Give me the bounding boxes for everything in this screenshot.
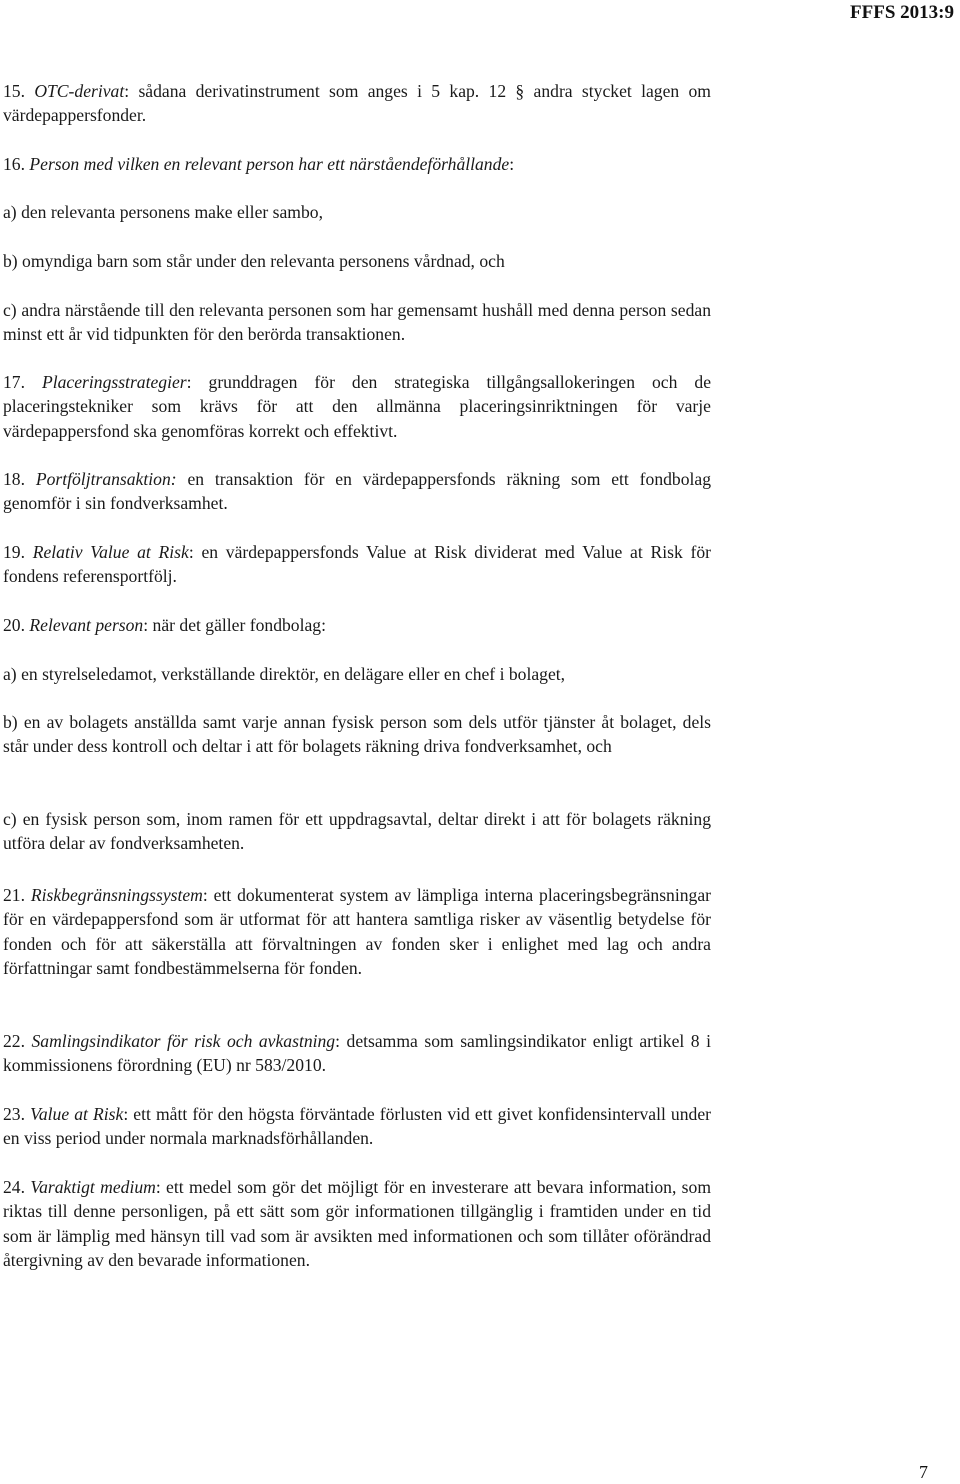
definition-22: 22. Samlingsindikator för risk och avkastning: detsamma som samlingsindikator enligt artikel 8 i kommissionens förordning (EU) nr 583/2010. xyxy=(3,1031,711,1076)
definition-20-item-a: a) en styrelseledamot, verkställande direktör, en delägare eller en chef i bolaget, xyxy=(3,664,566,684)
item-number: 18. xyxy=(3,469,36,489)
definition-20: 20. Relevant person: när det gäller fondbolag: xyxy=(3,615,326,635)
defined-term: Riskbegränsningssystem xyxy=(30,885,203,905)
definition-text: grunddragen för den strategiska tillgångsallokeringen och de placeringstekniker som krävs för att den allmänna placeringsinriktningen för varje värdepappersfond ska genomföras korrekt och effektivt. xyxy=(3,372,711,441)
defined-term: Relevant person xyxy=(29,615,144,635)
item-number: 24. xyxy=(3,1177,31,1197)
definition-20-item-b: b) en av bolagets anställda samt varje annan fysisk person som dels utför tjänster åt bolaget, dels står under dess kontroll och deltar i att för bolagets räkning driva fondverksamhet, och xyxy=(3,712,711,757)
definition-text: sådana derivatinstrument som anges i 5 kap. 12 § andra stycket lagen om värdepappersfonder. xyxy=(3,81,711,126)
document-header: FFFS 2013:9 xyxy=(850,2,954,23)
definition-21: 21. Riskbegränsningssystem: ett dokumenterat system av lämpliga interna placeringsbegränsningar för en värdepappersfond som är utformat för att hantera samtliga risker av väsentlig betydelse för fonden och för att säkerställa att förvaltningen av fonden sker i enlighet med lag och andra författningar samt fondbestämmelserna för fonden. xyxy=(3,885,711,979)
definition-text: en transaktion för en värdepappersfonds räkning som ett fondbolag genomför i sin fondverksamhet. xyxy=(3,469,712,514)
definition-19: 19. Relativ Value at Risk: en värdepappersfonds Value at Risk dividerat med Value at Risk för fondens referensportfölj. xyxy=(3,542,712,587)
item-number: 21. xyxy=(3,885,31,905)
defined-term: OTC-derivat xyxy=(34,81,125,101)
definition-18 xyxy=(3,467,711,516)
definition-text: detsamma som samlingsindikator enligt artikel 8 i kommissionens förordning (EU) nr 583/2010. xyxy=(3,1031,711,1076)
defined-term: Person med vilken en relevant person har ett närståendeförhållande xyxy=(29,154,510,174)
definition-16-item-c: c) andra närstående till den relevanta personen som har gemensamt hushåll med denna person sedan minst ett år vid tidpunkten för den berörda transaktionen. xyxy=(3,300,711,345)
definition-text: ett dokumenterat system av lämpliga interna placeringsbegränsningar för en värdepappersfond som är utformat för att hantera samtliga risker av väsentlig betydelse för fonden och för att säkerställa att förvaltningen av fonden sker i enlighet med lag och andra författningar samt fondbestämmelserna för fonden. xyxy=(3,885,711,979)
definition-text: ett mått för den högsta förväntade förlusten vid ett givet konfidensintervall under en viss period under normala marknadsförhållanden. xyxy=(3,1104,711,1149)
definition-text: en värdepappersfonds Value at Risk dividerat med Value at Risk för fondens referensportfölj. xyxy=(3,542,712,587)
defined-term: Portföljtransaktion: xyxy=(35,469,177,489)
item-number: 22. xyxy=(3,1031,32,1051)
item-number: 19. xyxy=(3,542,33,562)
definition-16-item-a: a) den relevanta personens make eller sambo, xyxy=(3,202,323,222)
definition-text: när det gäller fondbolag: xyxy=(152,615,326,635)
definition-15: 15. OTC-derivat: sådana derivatinstrument som anges i 5 kap. 12 § andra stycket lagen om värdepappersfonder. xyxy=(3,81,711,126)
defined-term: Placeringsstrategier xyxy=(41,372,187,392)
definition-24: 24. Varaktigt medium: ett medel som gör det möjligt för en investerare att bevara information, som riktas till denne personligen, på ett sätt som gör informationen tillgänglig i framtiden under en tid som är lämplig med hänsyn till vad som är avsikten med informationen och som tillåter oförändrad återgivning av den bevarade informationen. xyxy=(3,1177,712,1271)
item-number: 17. xyxy=(3,372,42,392)
definition-17: 17. Placeringsstrategier: grunddragen för den strategiska tillgångsallokeringen och de placeringstekniker som krävs för att den allmänna placeringsinriktningen för varje värdepappersfond ska genomföras korrekt och effektivt. xyxy=(3,372,711,441)
defined-term: Relativ Value at Risk xyxy=(32,542,189,562)
item-number: 15. xyxy=(3,81,35,101)
item-number: 23. xyxy=(3,1104,31,1124)
definition-23: 23. Value at Risk: ett mått för den högsta förväntade förlusten vid ett givet konfidensintervall under en viss period under normala marknadsförhållanden. xyxy=(3,1104,711,1149)
defined-term: Samlingsindikator för risk och avkastning xyxy=(31,1031,336,1051)
defined-term: Varaktigt medium xyxy=(30,1177,156,1197)
defined-term: Value at Risk xyxy=(30,1104,124,1124)
item-number: 16. xyxy=(3,154,30,174)
item-number: 20. xyxy=(3,615,30,635)
page-number: 7 xyxy=(919,1462,928,1482)
definition-20-item-c: c) en fysisk person som, inom ramen för ett uppdragsavtal, deltar direkt i att för bolagets räkning utföra delar av fondverksamheten. xyxy=(3,809,711,854)
definition-16: 16. Person med vilken en relevant person har ett närståendeförhållande: xyxy=(3,154,515,174)
definition-16-item-b: b) omyndiga barn som står under den relevanta personens vårdnad, och xyxy=(3,251,505,271)
definition-text: ett medel som gör det möjligt för en investerare att bevara information, som riktas till denne personligen, på ett sätt som gör informationen tillgänglig i framtiden under en tid som är lämplig med hänsyn till vad som är avsikten med informationen och som tillåter oförändrad återgivning av den bevarade informationen. xyxy=(3,1177,712,1271)
